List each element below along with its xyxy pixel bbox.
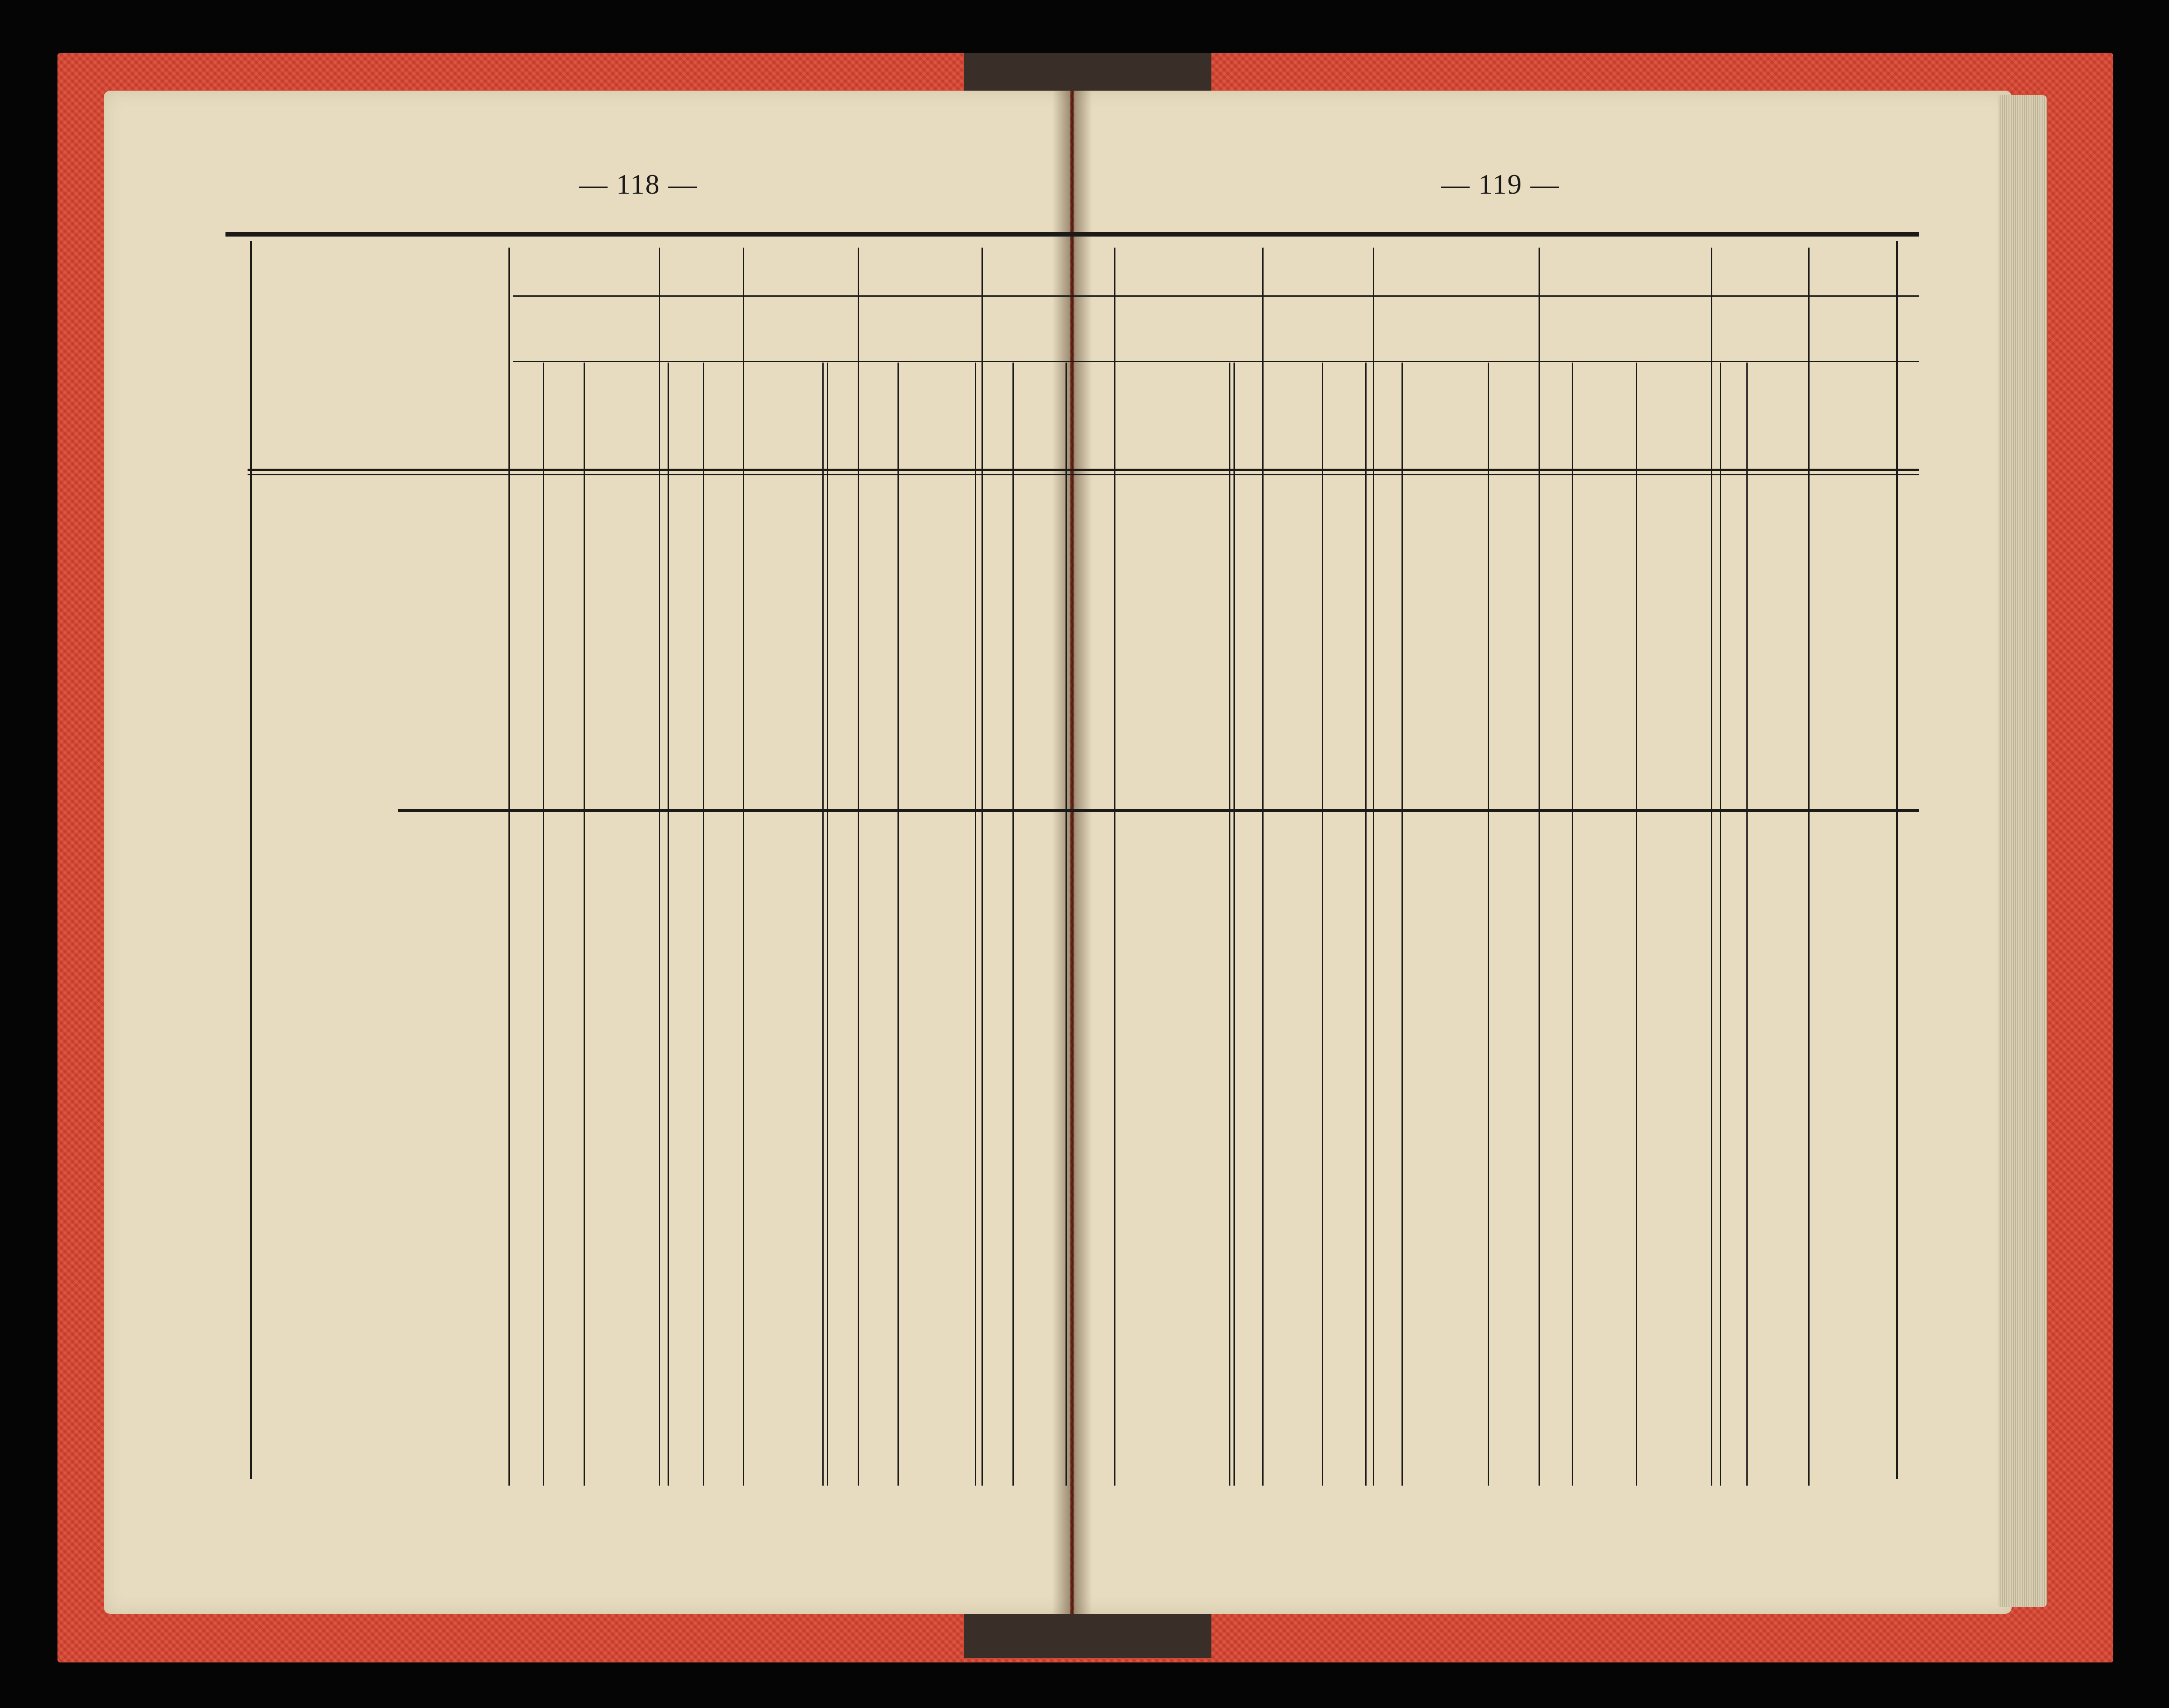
column-rule bbox=[1322, 363, 1323, 1486]
header-bottom-rule-2 bbox=[248, 474, 1919, 475]
section-divider-rule bbox=[398, 809, 1919, 812]
page-number-left: — 118 — bbox=[579, 168, 698, 200]
column-rule bbox=[1746, 363, 1748, 1486]
column-rule bbox=[508, 248, 510, 1486]
column-rule bbox=[1720, 363, 1721, 1486]
column-rule bbox=[1114, 248, 1115, 1486]
book-gutter bbox=[1052, 91, 1092, 1614]
column-rule bbox=[1233, 363, 1235, 1486]
column-rule bbox=[1808, 248, 1810, 1486]
column-rule bbox=[743, 248, 744, 1486]
bookmark-ribbon-top bbox=[964, 53, 1211, 91]
page-edges bbox=[1998, 95, 2047, 1607]
column-rule bbox=[1065, 363, 1067, 1486]
column-rule bbox=[1539, 248, 1540, 1486]
page-number-right: — 119 — bbox=[1441, 168, 1560, 200]
column-rule bbox=[1401, 363, 1403, 1486]
table-top-rule bbox=[225, 232, 1919, 237]
left-border-rule bbox=[250, 241, 252, 1479]
column-rule bbox=[1572, 363, 1573, 1486]
column-rule bbox=[703, 363, 704, 1486]
column-rule bbox=[897, 363, 899, 1486]
right-border-rule bbox=[1896, 241, 1898, 1479]
subheader-divider-rule bbox=[513, 361, 1919, 362]
column-rule bbox=[543, 363, 544, 1486]
right-page bbox=[1074, 91, 2012, 1614]
column-rule bbox=[1365, 363, 1367, 1486]
column-rule bbox=[668, 363, 669, 1486]
left-page bbox=[104, 91, 1070, 1614]
header-bottom-rule bbox=[248, 469, 1919, 471]
column-rule bbox=[827, 363, 828, 1486]
column-rule bbox=[858, 248, 859, 1486]
header-divider-rule bbox=[513, 295, 1919, 297]
column-rule bbox=[584, 363, 585, 1486]
column-rule bbox=[1373, 248, 1374, 1486]
column-rule bbox=[1488, 363, 1489, 1486]
column-rule bbox=[1636, 363, 1637, 1486]
column-rule bbox=[975, 363, 976, 1486]
column-rule bbox=[1229, 363, 1230, 1486]
column-rule bbox=[1262, 248, 1264, 1486]
column-rule bbox=[659, 248, 660, 1486]
column-rule bbox=[1711, 248, 1712, 1486]
column-rule bbox=[1012, 363, 1014, 1486]
bookmark-ribbon-bottom bbox=[964, 1614, 1211, 1658]
column-rule bbox=[981, 248, 983, 1486]
column-rule bbox=[822, 363, 824, 1486]
